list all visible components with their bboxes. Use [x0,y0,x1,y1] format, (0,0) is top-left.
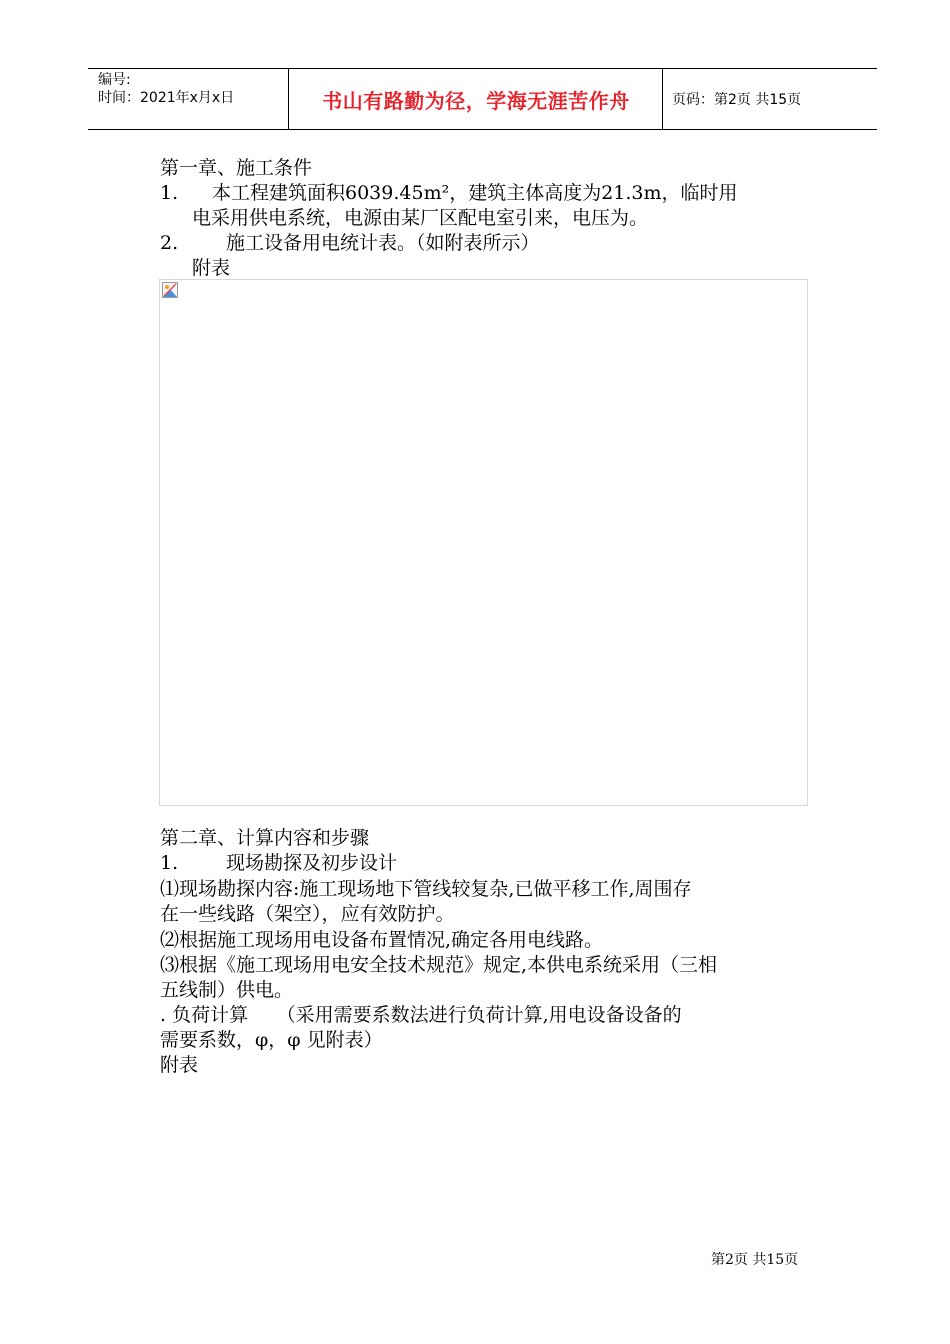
chapter2-paragraph1-continued: 在一些线路（架空），应有效防护。 [160,903,455,925]
chapter2-item1-text: 现场勘探及初步设计 [226,852,398,874]
chapter1-item1-text: 本工程建筑面积6039.45m²，建筑主体高度为21.3m，临时用 [212,182,738,204]
chapter1-item2-number: 2. [160,232,179,254]
chapter2-paragraph1: ⑴现场勘探内容:施工现场地下管线较复杂,已做平移工作,周围存 [160,878,692,900]
chapter1-item2-text: 施工设备用电统计表。（如附表所示） [226,232,540,254]
load-calculation-continued: 需要系数，φ，φ 见附表） [160,1029,383,1051]
chapter1-item1 [160,181,738,206]
chapter2-item1-number: 1. [160,852,179,874]
header-page-info: 页码：第2页 共15页 [672,92,802,108]
page-header [88,68,877,130]
header-meta [98,71,288,107]
chapter1-item2 [160,231,540,256]
doc-number-label: 编号: [98,72,131,88]
chapter1-item1-number: 1. [160,182,179,204]
chapter2-paragraph3: ⑶根据《施工现场用电安全技术规范》规定,本供电系统采用（三相 [160,954,718,976]
chapter2-paragraph2: ⑵根据施工现场用电设备布置情况,确定各用电线路。 [160,929,604,951]
chapter1-title: 第一章、施工条件 [160,157,313,179]
chapter2-paragraph3-continued: 五线制）供电。 [160,979,294,1001]
appendix-table-image [159,279,808,806]
chapter1-item1-continued: 电采用供电系统，电源由某厂区配电室引来，电压为。 [192,207,649,229]
chapter1-appendix-label: 附表 [192,257,231,279]
chapter2-appendix-label: 附表 [160,1054,199,1076]
chapter2-item1 [160,851,397,876]
broken-image-icon [162,282,178,298]
header-motto: 书山有路勤为径，学海无涯苦作舟 [322,88,630,113]
chapter2-title: 第二章、计算内容和步骤 [160,827,370,849]
doc-time-label: 时间：2021年x月x日 [98,90,235,106]
page-footer: 第2页 共15页 [711,1252,799,1268]
load-calculation-line: . 负荷计算 （采用需要系数法进行负荷计算,用电设备设备的 [160,1004,682,1026]
